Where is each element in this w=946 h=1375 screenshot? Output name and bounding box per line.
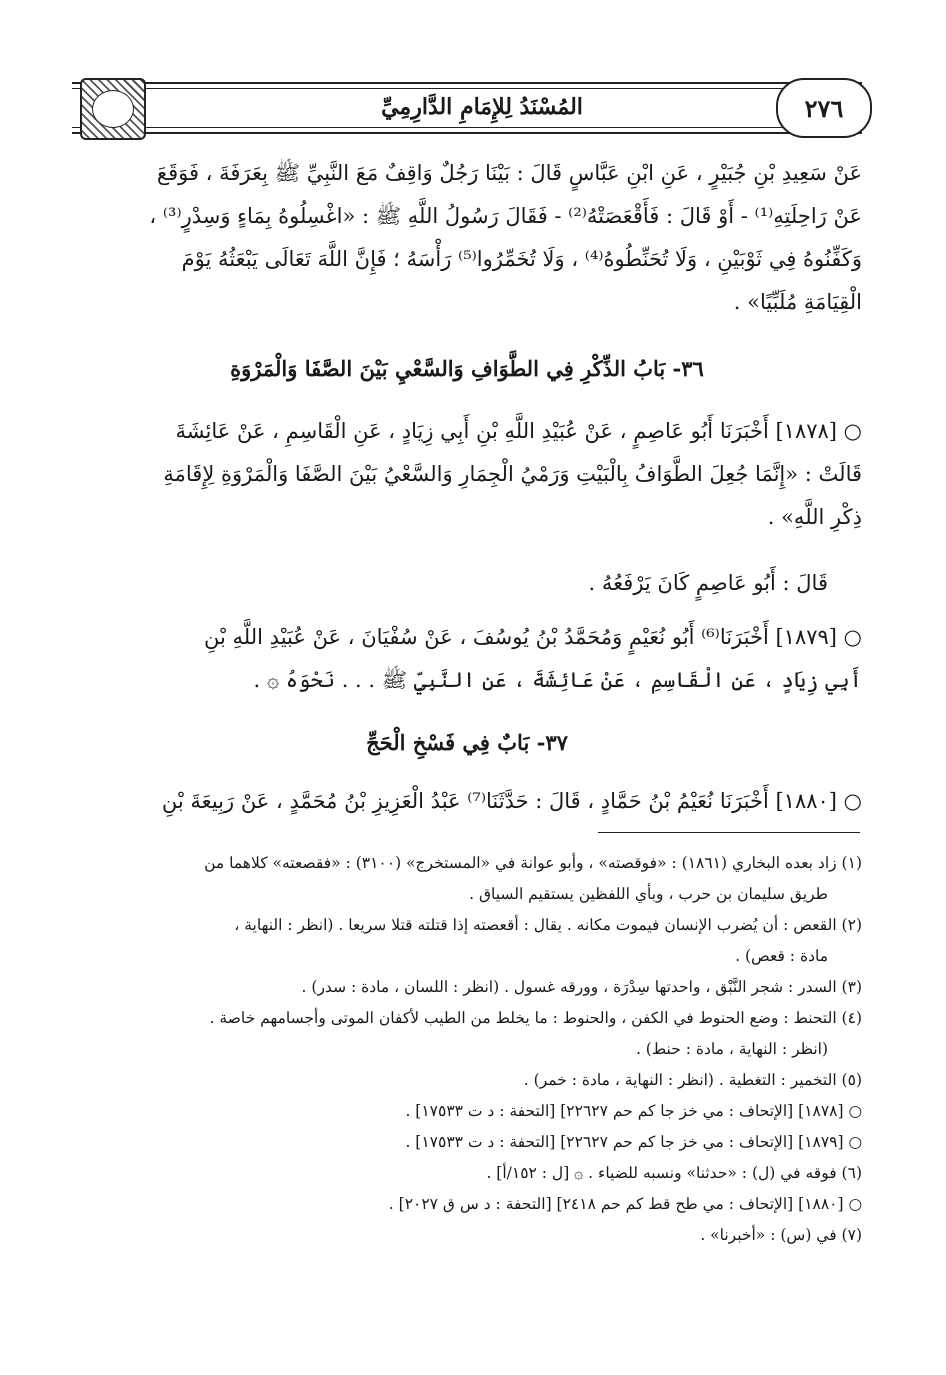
footnote-line: (٣) السدر : شجر النَّبْق ، واحدتها سِدْرَة ، وورقه غسول . (انظر : اللسان ، مادة : سدر) .	[301, 978, 862, 996]
footnote-line: ○ [١٨٧٨] [الإتحاف : مي خز جا كم حم ٢٢٦٢٧] [التحفة : د ت ١٧٥٣٣] .	[405, 1102, 862, 1120]
text-line: ○ [١٨٨٠] أَخْبَرَنَا نُعَيْمُ بْنُ حَمَّادٍ ، قَالَ : حَدَّثَنَا⁽⁷⁾ عَبْدُ الْعَزِيزِ بْنُ مُحَمَّدٍ ، عَنْ رَبِيعَةَ بْنِ	[161, 789, 862, 813]
text-line: عَنْ رَاحِلَتِهِ⁽¹⁾ - أَوْ قَالَ : فَأَقْعَصَتْهُ⁽²⁾ - فَقَالَ رَسُولُ اللَّهِ ﷺ : «اغْسِلُوهُ بِمَاءٍ وَسِدْرٍ⁽³⁾ ،	[149, 204, 862, 228]
text-line: عَنْ سَعِيدِ بْنِ جُبَيْرٍ ، عَنِ ابْنِ عَبَّاسٍ قَالَ : بَيْنَا رَجُلٌ وَاقِفٌ مَعَ النَّبِيِّ ﷺ بِعَرَفَةَ ، فَوَقَعَ	[156, 161, 862, 185]
text-line: ذِكْرِ اللَّهِ» .	[767, 505, 862, 529]
footnote-line: (٢) القعص : أن يُضرب الإنسان فيموت مكانه . يقال : أقعصته إذا قتلته قتلا سريعا . (انظر : النهاية ،	[234, 916, 862, 934]
text-line: الْقِيَامَةِ مُلَبِّيًا» .	[733, 290, 862, 314]
footnote-line: (١) زاد بعده البخاري (١٨٦١) : «فوقصته» ، وأبو عوانة في «المستخرج» (٣١٠٠) : «فقصعته» كلاهما من	[204, 854, 862, 872]
page-number-frame	[776, 78, 872, 138]
footnote-line: (٧) في (س) : «أخبرنا» .	[700, 1226, 862, 1244]
header-ornament-left	[80, 78, 146, 140]
footnotes	[72, 848, 862, 1251]
footnote-divider	[598, 832, 860, 833]
text-line: قَالَتْ : «إِنَّمَا جُعِلَ الطَّوَافُ بِالْبَيْتِ وَرَمْيُ الْجِمَارِ وَالسَّعْيُ بَيْنَ الصَّفَا وَالْمَرْوَةِ لِإِقَامَةِ	[163, 462, 862, 486]
chapter-heading-37: ٣٧- بَابٌ فِي فَسْخِ الْحَجِّ	[366, 730, 568, 755]
chapter-heading-36: ٣٦- بَابُ الذِّكْرِ فِي الطَّوَافِ وَالسَّعْيِ بَيْنَ الصَّفَا وَالْمَرْوَةِ	[230, 356, 704, 381]
footnote-line: ○ [١٨٧٩] [الإتحاف : مي خز جا كم حم ٢٢٦٢٧] [التحفة : د ت ١٧٥٣٣] .	[405, 1133, 862, 1151]
footnote-line: (٤) التحنط : وضع الحنوط في الكفن ، والحنوط : ما يخلط من الطيب لأكفان الموتى وأجسامهم خاصة .	[209, 1009, 862, 1027]
text-line: قَالَ : أَبُو عَاصِمٍ كَانَ يَرْفَعُهُ .	[588, 571, 828, 595]
running-title: المُسْنَدُ لِلإِمَامِ الدَّارِمِيِّ	[381, 94, 583, 120]
footnote-line: ○ [١٨٨٠] [الإتحاف : مي طح قط كم حم ٢٤١٨] [التحفة : د س ق ٢٠٢٧] .	[388, 1195, 862, 1213]
text-line: ○ [١٨٧٨] أَخْبَرَنَا أَبُو عَاصِمٍ ، عَنْ عُبَيْدِ اللَّهِ بْنِ أَبِي زِيَادٍ ، عَنِ الْقَاسِمِ ، عَنْ عَائِشَةَ	[175, 419, 862, 443]
hadith-1879	[72, 616, 862, 702]
abu-asim-remark	[72, 562, 862, 605]
page-number: ٢٧٦	[804, 93, 844, 123]
text-line: أَبِي زِيَادٍ ، عَنِ الْقَاسِمِ ، عَنْ عَائِشَةَ ، عَنِ النَّبِيِّ ﷺ . . . نَحْوَهُ ۞ .	[253, 668, 862, 692]
hadith-1880	[72, 780, 862, 823]
text-line: ○ [١٨٧٩] أَخْبَرَنَا⁽⁶⁾ أَبُو نُعَيْمٍ وَمُحَمَّدُ بْنُ يُوسُفَ ، عَنْ سُفْيَانَ ، عَنْ عُبَيْدِ اللَّهِ بْنِ	[204, 625, 862, 649]
hadith-1878	[72, 410, 862, 539]
footnote-line: (٥) التخمير : التغطية . (انظر : النهاية ، مادة : خمر) .	[523, 1071, 862, 1089]
footnote-line: (انظر : النهاية ، مادة : حنط) .	[635, 1040, 828, 1058]
page-header	[72, 82, 862, 134]
ornament-seal-icon	[92, 90, 134, 128]
text-line: وَكَفِّنُوهُ فِي ثَوْبَيْنِ ، وَلَا تُحَنِّطُوهُ⁽⁴⁾ ، وَلَا تُخَمِّرُوا⁽⁵⁾ رَأْسَهُ ؛ فَإِنَّ اللَّهَ تَعَالَى يَبْعَثُهُ يَوْمَ	[181, 247, 862, 271]
footnote-line: طريق سليمان بن حرب ، وبأي اللفظين يستقيم السياق .	[469, 885, 828, 903]
footnote-line: (٦) فوقه في (ل) : «حدثنا» ونسبه للضياء . ۞ [ل : ١٥٢/أ] .	[486, 1164, 862, 1182]
intro-paragraph	[72, 152, 862, 324]
footnote-line: مادة : قعص) .	[735, 947, 828, 965]
